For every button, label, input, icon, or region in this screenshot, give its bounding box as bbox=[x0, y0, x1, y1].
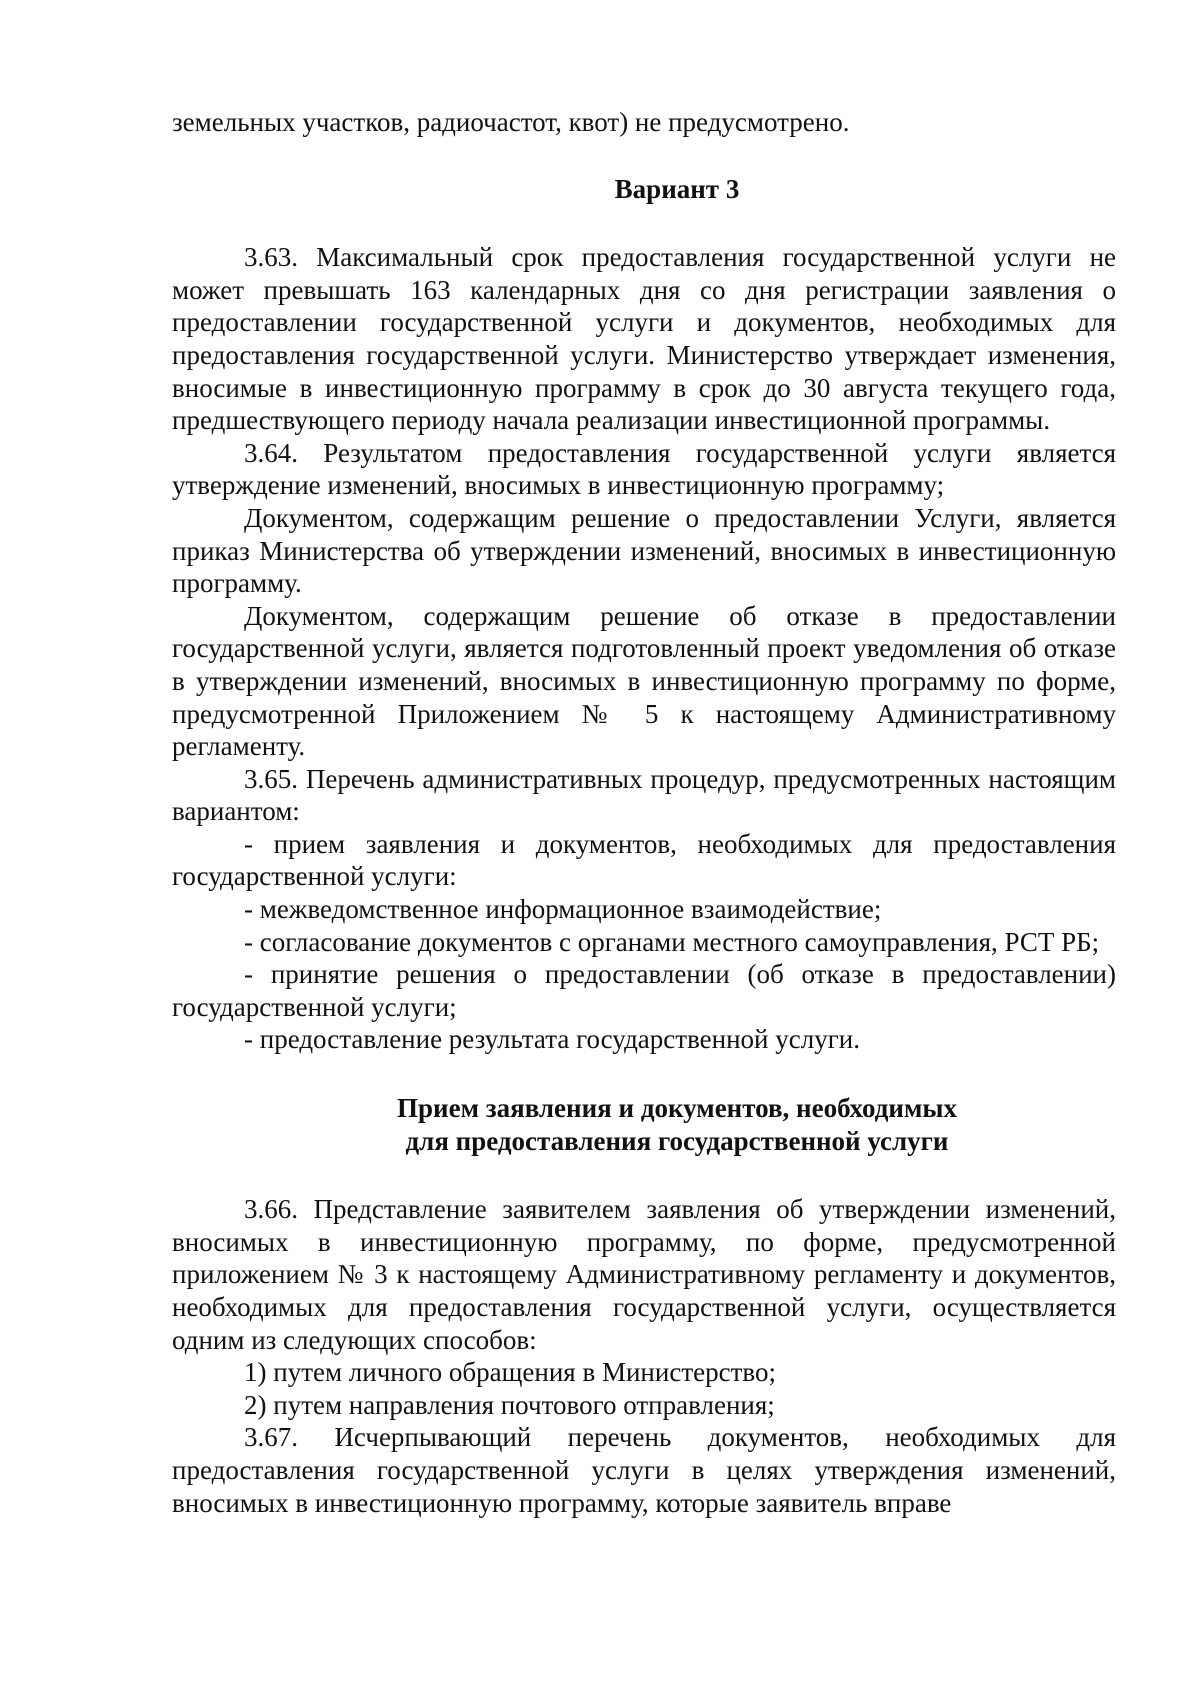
procedure-list-item: - межведомственное информационное взаимодействие; bbox=[244, 894, 882, 925]
variant-heading: Вариант 3 bbox=[614, 173, 740, 204]
section-heading-line: Прием заявления и документов, необходимых bbox=[397, 1093, 957, 1124]
procedure-list-item: - принятие решения о предоставлении (об отказе в предоставлении) государственной услуги; bbox=[172, 959, 1116, 1022]
paragraph-3-63: 3.63. Максимальный срок предоставления государственной услуги не может превышать 163 календарных дня со дня регистрации заявления о предоставлении государственной услуги и документов, необходимых для предоставления государственной услуги. Министерство утверждает изменения, вносимые в инвестиционную программу в срок до 30 августа текущего года, предшествующего периоду начала реализации инвестиционной программы. bbox=[172, 242, 1116, 436]
paragraph-3-66: 3.66. Представление заявителем заявления об утверждении изменений, вносимых в инвестиционную программу, по форме, предусмотренной приложением № 3 к настоящему Административному регламенту и документов, необходимых для предоставления государственной услуги, осуществляется одним из следующих способов: bbox=[172, 1194, 1116, 1355]
method-list-item: 2) путем направления почтового отправления; bbox=[244, 1389, 775, 1420]
paragraph-3-64: 3.64. Результатом предоставления государственной услуги является утверждение изменений, вносимых в инвестиционную программу; bbox=[172, 437, 1116, 501]
procedure-list-item: - предоставление результата государственной услуги. bbox=[244, 1024, 860, 1055]
paragraph-3-65: 3.65. Перечень административных процедур, предусмотренных настоящим вариантом: bbox=[172, 763, 1116, 827]
method-list-item: 1) путем личного обращения в Министерство; bbox=[244, 1357, 776, 1388]
section-heading-line: для предоставления государственной услуги bbox=[405, 1125, 949, 1156]
document-page bbox=[172, 106, 1116, 1519]
paragraph-3-67: 3.67. Исчерпывающий перечень документов, необходимых для предоставления государственной услуги в целях утверждения изменений, вносимых в инвестиционную программу, которые заявитель вправе bbox=[172, 1422, 1116, 1518]
paragraph-document-refuse: Документом, содержащим решение об отказе в предоставлении государственной услуги, является подготовленный проект уведомления об отказе в утверждении изменений, вносимых в инвестиционную программу по форме, предусмотренной Приложением № 5 к настоящему Административному регламенту. bbox=[172, 600, 1116, 762]
section-heading bbox=[172, 1092, 1116, 1157]
paragraph-document-grant: Документом, содержащим решение о предоставлении Услуги, является приказ Министерства об утверждении изменений, вносимых в инвестиционную программу. bbox=[172, 502, 1116, 599]
procedure-list-item: - согласование документов с органами местного самоуправления, РСТ РБ; bbox=[244, 926, 1100, 957]
top-fragment-paragraph: земельных участков, радиочастот, квот) не предусмотрено. bbox=[172, 107, 850, 137]
procedure-list-item: - прием заявления и документов, необходимых для предоставления государственной услуги: bbox=[172, 828, 1116, 892]
